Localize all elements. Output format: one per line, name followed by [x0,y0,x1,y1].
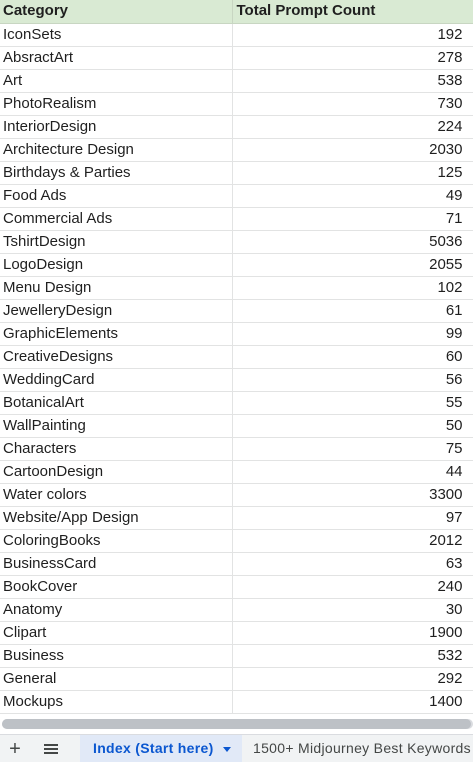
category-cell[interactable]: BookCover [0,575,232,598]
count-cell[interactable]: 192 [232,23,473,46]
category-cell[interactable]: JewelleryDesign [0,299,232,322]
horizontal-scrollbar[interactable] [0,714,473,734]
category-cell[interactable]: BusinessCard [0,552,232,575]
category-cell[interactable]: LogoDesign [0,253,232,276]
count-cell[interactable]: 3300 [232,483,473,506]
count-cell[interactable]: 61 [232,299,473,322]
count-cell[interactable]: 125 [232,161,473,184]
category-cell[interactable]: Clipart [0,621,232,644]
table-row [0,552,473,575]
table-row [0,529,473,552]
table-row [0,322,473,345]
table-row [0,230,473,253]
table-row [0,69,473,92]
count-cell[interactable]: 538 [232,69,473,92]
count-cell[interactable]: 63 [232,552,473,575]
table-row [0,575,473,598]
count-cell[interactable]: 50 [232,414,473,437]
count-cell[interactable]: 278 [232,46,473,69]
category-cell[interactable]: Characters [0,437,232,460]
menu-icon[interactable] [40,738,62,760]
category-cell[interactable]: Birthdays & Parties [0,161,232,184]
count-cell[interactable]: 55 [232,391,473,414]
category-cell[interactable]: PhotoRealism [0,92,232,115]
table-row [0,253,473,276]
table-row [0,115,473,138]
category-cell[interactable]: Business [0,644,232,667]
table-row [0,184,473,207]
category-cell[interactable]: IconSets [0,23,232,46]
category-cell[interactable]: WallPainting [0,414,232,437]
count-cell[interactable]: 44 [232,460,473,483]
category-cell[interactable]: Art [0,69,232,92]
count-cell[interactable]: 1900 [232,621,473,644]
count-cell[interactable]: 2055 [232,253,473,276]
table-row [0,690,473,713]
category-cell[interactable]: Mockups [0,690,232,713]
table-row [0,138,473,161]
count-cell[interactable]: 292 [232,667,473,690]
category-cell[interactable]: GraphicElements [0,322,232,345]
count-cell[interactable]: 30 [232,598,473,621]
tab-keywords[interactable]: 1500+ Midjourney Best Keywords [253,740,471,756]
table-row [0,46,473,69]
tab-index[interactable] [80,735,242,762]
count-cell[interactable]: 75 [232,437,473,460]
table-row [0,414,473,437]
count-cell[interactable]: 99 [232,322,473,345]
table-row [0,391,473,414]
category-cell[interactable]: Architecture Design [0,138,232,161]
count-cell[interactable]: 1400 [232,690,473,713]
table-row [0,276,473,299]
table-row [0,506,473,529]
count-cell[interactable]: 56 [232,368,473,391]
count-cell[interactable]: 49 [232,184,473,207]
category-cell[interactable]: BotanicalArt [0,391,232,414]
count-cell[interactable]: 532 [232,644,473,667]
caret-down-icon[interactable] [223,747,231,752]
count-cell[interactable]: 240 [232,575,473,598]
category-cell[interactable]: Menu Design [0,276,232,299]
count-cell[interactable]: 60 [232,345,473,368]
sheet-tab-bar [0,734,473,762]
count-cell[interactable]: 97 [232,506,473,529]
category-cell[interactable]: CreativeDesigns [0,345,232,368]
category-cell[interactable]: Water colors [0,483,232,506]
category-cell[interactable]: Anatomy [0,598,232,621]
plus-icon[interactable]: + [9,738,21,760]
category-cell[interactable]: Commercial Ads [0,207,232,230]
table-row [0,598,473,621]
count-cell[interactable]: 2012 [232,529,473,552]
table-row [0,23,473,46]
table-row [0,667,473,690]
count-cell[interactable]: 2030 [232,138,473,161]
table-row [0,621,473,644]
category-cell[interactable]: WeddingCard [0,368,232,391]
table-row [0,299,473,322]
count-header[interactable]: Total Prompt Count [232,0,473,23]
category-cell[interactable]: CartoonDesign [0,460,232,483]
count-cell[interactable]: 224 [232,115,473,138]
table-row [0,345,473,368]
table-row [0,460,473,483]
table-row [0,368,473,391]
category-cell[interactable]: TshirtDesign [0,230,232,253]
table-row [0,437,473,460]
category-cell[interactable]: Food Ads [0,184,232,207]
table-row [0,92,473,115]
category-cell[interactable]: Website/App Design [0,506,232,529]
table-row [0,207,473,230]
table-row [0,644,473,667]
category-header[interactable]: Category [0,0,232,23]
category-cell[interactable]: AbsractArt [0,46,232,69]
table-row [0,483,473,506]
category-cell[interactable]: ColoringBooks [0,529,232,552]
category-cell[interactable]: InteriorDesign [0,115,232,138]
count-cell[interactable]: 71 [232,207,473,230]
count-cell[interactable]: 730 [232,92,473,115]
count-cell[interactable]: 102 [232,276,473,299]
tab-index-label: Index (Start here) [93,740,214,756]
count-cell[interactable]: 5036 [232,230,473,253]
header-row [0,0,473,23]
category-cell[interactable]: General [0,667,232,690]
table-row [0,161,473,184]
scrollbar-thumb[interactable] [2,719,471,729]
